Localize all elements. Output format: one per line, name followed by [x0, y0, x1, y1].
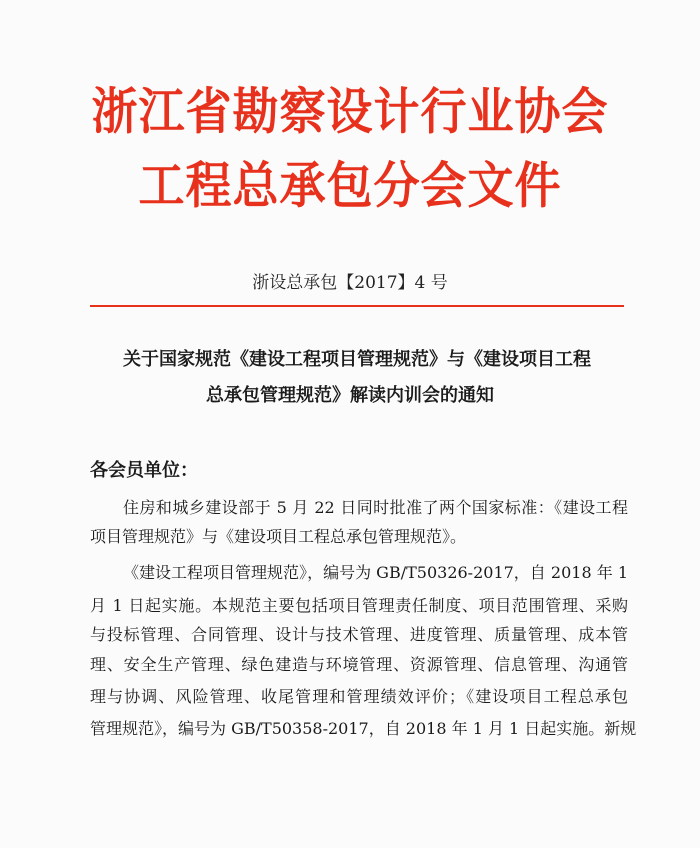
red-divider [90, 305, 624, 307]
notice-title-line2: 总承包管理规范》解读内训会的通知 [206, 385, 494, 406]
notice-title-line1: 关于国家规范《建设工程项目管理规范》与《建设项目工程 [123, 349, 591, 370]
body-line: 理、安全生产管理、绿色建造与环境管理、资源管理、信息管理、沟通管 [90, 655, 628, 674]
body-line: 住房和城乡建设部于 5 月 22 日同时批准了两个国家标准：《建设工程 [123, 498, 628, 517]
salutation: 各会员单位： [90, 460, 198, 481]
body-line: 月 1 日起实施。本规范主要包括项目管理责任制度、项目范围管理、采购 [90, 596, 628, 615]
body-line: 《建设工程项目管理规范》，编号为 GB/T50326-2017，自 2018 年 1 [123, 563, 628, 582]
masthead-org-line2: 工程总承包分会文件 [138, 155, 562, 215]
body-line: 管理规范》，编号为 GB/T50358-2017，自 2018 年 1 月 1 日起实施。新规 [90, 719, 637, 738]
document-number: 浙设总承包【2017】4 号 [252, 273, 448, 293]
body-line: 理与协调、风险管理、收尾管理和管理绩效评价；《建设项目工程总承包 [90, 687, 628, 706]
body-line: 项目管理规范》与《建设项目工程总承包管理规范》。 [90, 527, 467, 546]
body-line: 与投标管理、合同管理、设计与技术管理、进度管理、质量管理、成本管 [90, 625, 628, 644]
masthead-org-line1: 浙江省勘察设计行业协会 [91, 81, 609, 141]
